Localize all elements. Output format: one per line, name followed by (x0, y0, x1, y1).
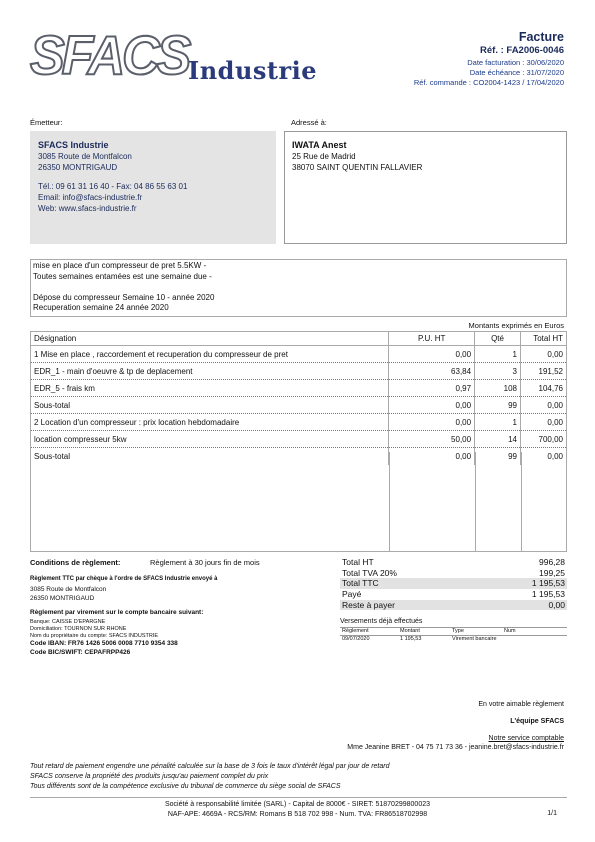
description-line: Toutes semaines entamées est une semaine due - (33, 271, 212, 281)
total-label: Total TTC (342, 578, 379, 589)
description-line: Recuperation semaine 24 année 2020 (33, 303, 169, 312)
page-number: 1/1 (547, 810, 557, 817)
table-row (31, 414, 567, 431)
cell-total: 0,00 (521, 448, 567, 465)
cell-pu: 0,00 (389, 397, 475, 414)
description-box (30, 259, 567, 317)
emitter-label: Émetteur: (30, 118, 63, 127)
paid-row (340, 589, 567, 600)
items-table (30, 331, 567, 465)
cell-qty: 99 (475, 397, 521, 414)
cell-qty: 1 (475, 346, 521, 363)
col-pu: P.U. HT (389, 332, 475, 346)
total-value: 199,25 (539, 567, 565, 578)
description-line: Dépose du compresseur Semaine 10 - année 2020 (33, 292, 215, 302)
footer-registration-line: NAF-APE: 4669A - RCS/RM: Romans B 518 702 998 - Num. TVA: FR86518702998 (167, 811, 428, 818)
legal-note: Tous différents sont de la compétence exclusive du tribunal de commerce du siège social de SFACS (30, 783, 341, 790)
cell-pu: 0,00 (389, 346, 475, 363)
payments-table (340, 627, 567, 643)
total-tva-row (340, 568, 567, 579)
emitter-web: Web: www.sfacs-industrie.fr (38, 204, 137, 214)
accounting-contact: Mme Jeanine BRET - 04 75 71 73 36 - jeanine.bret@sfacs-industrie.fr (347, 744, 564, 751)
table-empty-area (30, 452, 567, 552)
cell-designation: location compresseur 5kw (31, 431, 389, 448)
legal-notes (30, 762, 389, 792)
payments-title: Versements déjà effectués (340, 618, 423, 626)
total-label: Total HT (342, 557, 374, 567)
cell-qty: 99 (475, 448, 521, 465)
cell-qty: 1 (475, 414, 521, 431)
cell-qty: 14 (475, 431, 521, 448)
cell-pu: 0,97 (389, 380, 475, 397)
emitter-email: Email: info@sfacs-industrie.fr (38, 192, 143, 202)
payments-col-num: Num (504, 628, 516, 635)
emitter-address1: 3085 Route de Montfalcon (38, 152, 132, 161)
account-owner: Nom du propriétaire du compte: SFACS INDUSTRIE (30, 633, 159, 639)
table-row (31, 380, 567, 397)
accounting-service: Notre service comptable (488, 735, 564, 742)
sfacs-logo: SFACS (30, 25, 189, 87)
payment-date: 09/07/2020 (342, 635, 370, 642)
payment-conditions (30, 558, 330, 657)
table-row (31, 397, 567, 414)
footer-divider (30, 797, 567, 798)
legal-note: SFACS conserve la propriété des produits jusqu'au paiement complet du prix (30, 773, 269, 780)
bank-name: Banque: CAISSE D'EPARGNE (30, 619, 106, 625)
due-date: Date échéance : 31/07/2020 (469, 68, 564, 77)
cell-pu: 50,00 (389, 431, 475, 448)
cell-designation: 2 Location d'un compresseur : prix location hebdomadaire (31, 414, 389, 431)
cell-total: 0,00 (521, 414, 567, 431)
cell-designation: EDR_1 - main d'oeuvre & tp de deplacement (31, 363, 389, 380)
cell-qty: 3 (475, 363, 521, 380)
payments-col-montant: Montant (400, 628, 420, 635)
cell-designation: Sous-total (31, 448, 389, 465)
cheque-title: Règlement TTC par chèque à l'ordre de SFACS Industrie envoyé à (30, 576, 218, 582)
cell-designation: Sous-total (31, 397, 389, 414)
emitter-address2: 26350 MONTRIGAUD (38, 163, 118, 173)
payment-row (340, 636, 567, 644)
greeting: En votre aimable règlement (478, 701, 564, 708)
industrie-logo-text: Industrie (188, 56, 318, 85)
total-label: Total TVA 20% (342, 567, 397, 578)
total-value: 0,00 (548, 599, 565, 610)
bic: Code BIC/SWIFT: CEPAFRPP426 (30, 648, 131, 656)
cell-total: 191,52 (521, 363, 567, 380)
cell-total: 0,00 (521, 397, 567, 414)
cell-total: 700,00 (521, 431, 567, 448)
total-ht-row (340, 557, 567, 568)
table-row (31, 431, 567, 448)
column-divider (475, 452, 476, 552)
table-row (31, 346, 567, 363)
cell-qty: 108 (475, 380, 521, 397)
col-qty: Qté (475, 332, 521, 346)
total-value: 1 195,53 (531, 578, 565, 589)
recipient-address1: 25 Rue de Madrid (292, 152, 356, 161)
payment-type: Virement bancaire (452, 635, 497, 642)
payments-col-reglement: Règlement (342, 628, 369, 635)
invoice-ref: Réf. : FA2006-0046 (480, 45, 564, 56)
cell-total: 0,00 (521, 346, 567, 363)
currency-note: Montants exprimés en Euros (468, 321, 564, 330)
cell-pu: 0,00 (389, 414, 475, 431)
total-label: Reste à payer (342, 599, 395, 610)
col-designation: Désignation (31, 332, 389, 346)
bank-domiciliation: Domiciliation: TOURNON SUR RHONE (30, 626, 127, 632)
cell-designation: EDR_5 - frais km (31, 380, 389, 397)
table-header-row (31, 332, 567, 346)
iban: Code IBAN: FR76 1426 5006 0008 7710 9354 338 (30, 640, 178, 647)
description-line (33, 282, 564, 293)
legal-note: Tout retard de paiement engendre une pénalité calculée sur la base de 3 fois le taux d'intérêt légal par jour de retard (30, 763, 390, 770)
payments-col-type: Type (452, 628, 464, 635)
total-label: Payé (342, 589, 362, 600)
cell-pu: 0,00 (389, 448, 475, 465)
column-divider (389, 452, 390, 552)
recipient-label: Adressé à: (291, 118, 327, 127)
payment-amount: 1 195,53 (400, 635, 422, 642)
cell-pu: 63,84 (389, 363, 475, 380)
recipient-box (284, 131, 567, 244)
table-row (31, 363, 567, 380)
cheque-address2: 26350 MONTRIGAUD (30, 594, 95, 602)
col-total: Total HT (521, 332, 567, 346)
payments-header (340, 628, 567, 636)
total-ttc-row (340, 578, 567, 589)
recipient-name: IWATA Anest (292, 140, 347, 150)
cheque-address1: 3085 Route de Montfalcon (30, 586, 107, 593)
recipient-address2: 38070 SAINT QUENTIN FALLAVIER (292, 163, 423, 172)
invoice-title: Facture (518, 30, 564, 44)
emitter-box (30, 131, 276, 244)
totals-block (340, 557, 567, 643)
invoice-date: Date facturation : 30/06/2020 (467, 58, 564, 67)
total-value: 1 195,53 (531, 589, 565, 600)
order-ref: Réf. commande : CO2004-1423 / 17/04/2020 (413, 78, 564, 87)
virement-title: Règlement par virement sur le compte bancaire suivant: (30, 609, 204, 616)
cell-total: 104,76 (521, 380, 567, 397)
remaining-row (340, 600, 567, 611)
description-line: mise en place d'un compresseur de pret 5.5KW - (33, 261, 207, 270)
emitter-name: SFACS Industrie (38, 140, 109, 150)
conditions-label: Conditions de règlement: (30, 558, 121, 567)
invoice-header (414, 30, 564, 88)
emitter-phone: Tél.: 09 61 31 16 40 - Fax: 04 86 55 63 01 (38, 181, 188, 191)
footer-company-line: Société à responsabilité limitée (SARL) - Capital de 8000€ - SIRET: 51870299800023 (165, 801, 430, 808)
total-value: 996,28 (539, 557, 565, 567)
conditions-value: Règlement à 30 jours fin de mois (150, 558, 260, 567)
team-signature: L'équipe SFACS (510, 718, 564, 725)
column-divider (521, 452, 522, 552)
cell-designation: 1 Mise en place , raccordement et recuperation du compresseur de pret (31, 346, 389, 363)
